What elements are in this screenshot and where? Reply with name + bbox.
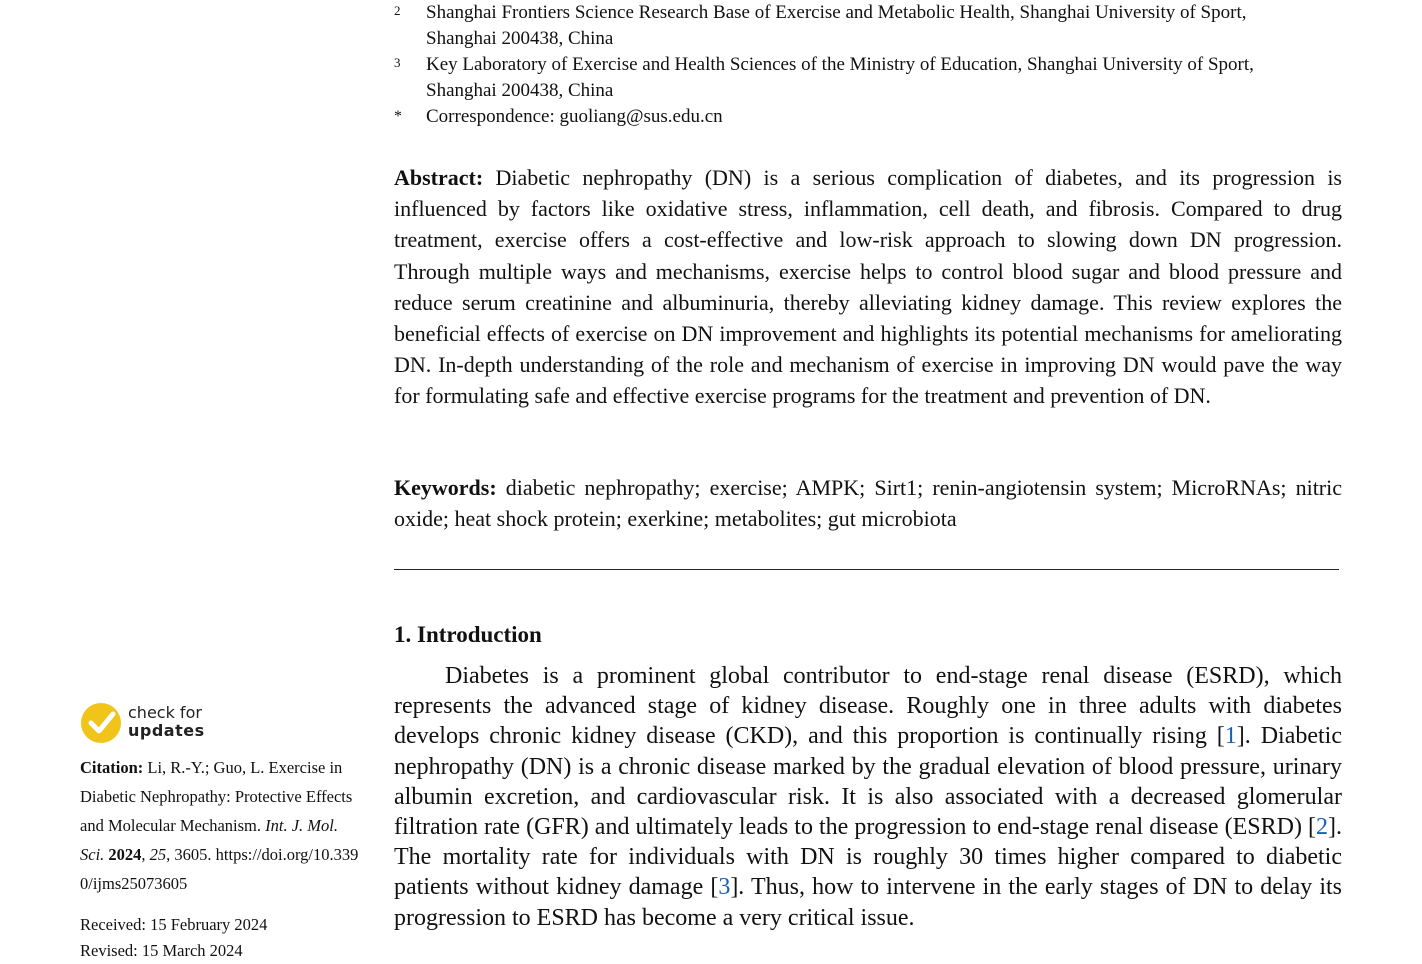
check-for-updates-badge[interactable] [80,702,220,744]
keywords-text: diabetic nephropathy; exercise; AMPK; Sirt1; renin-angiotensin system; MicroRNAs; nitric oxide; heat shock protein; exerkine; metabolites; gut microbiota [394,475,1343,531]
article-dates [80,912,365,964]
intro-paragraph: Diabetes is a prominent global contributor to end-stage renal disease (ESRD), which represents the advanced stage of kidney disease. Roughly one in three adults with diabetes develops chronic kidney disease (CKD), and this proportion is continually rising [1]. Diabetic nephropathy (DN) is a chronic disease marked by the gradual elevation of blood pressure, urinary albumin excretion, and cardiovascular risk. It is also associated with a decreased glomerular filtration rate (GFR) and ultimately leads to the progression to end-stage renal disease (ESRD) [2]. The mortality rate for individuals with DN is roughly 30 times higher compared to diabetic patients without kidney damage [3]. Thus, how to intervene in the early stages of DN to delay its progression to ESRD has become a very critical issue. [394,663,1343,931]
citation-label: Citation: [80,758,144,777]
revised-date: Revised: 15 March 2024 [80,941,243,960]
affiliation-mark: 3 [394,55,401,70]
correspondence-mark: * [394,108,402,125]
citation-year: 2024 [108,845,142,864]
affiliation-mark: 2 [394,3,401,18]
section-title: 1. Introduction [394,622,542,647]
reference-link-1[interactable]: 1 [1224,723,1237,750]
affiliation-text: Shanghai Frontiers Science Research Base of Exercise and Metabolic Health, Shanghai University of Sport, Shanghai 200438, China [426,2,1247,49]
citation-volume: 25 [149,845,167,864]
section-divider [394,569,1339,570]
abstract [394,162,1342,412]
correspondence-text[interactable]: Correspondence: guoliang@sus.edu.cn [426,106,723,127]
keywords [394,472,1342,534]
reference-link-2[interactable]: 2 [1316,814,1328,841]
citation-doi-link[interactable]: https://doi.org/10.3390/ijms25073605 [80,845,359,893]
abstract-label: Abstract: [394,165,484,190]
citation: Citation: Li, R.-Y.; Guo, L. Exercise in Diabetic Nephropathy: Protective Effects and Molecular Mechanism. Int. J. Mol. Sci. 2024, 25, 3605. https://doi.org/10.3390/ijms25073605 [80,758,359,893]
received-date: Received: 15 February 2024 [80,915,268,934]
check-for-updates-text: check for updates [128,703,205,740]
affiliation-text: Key Laboratory of Exercise and Health Sciences of the Ministry of Education, Shanghai University of Sport, Shanghai 200438, China [426,54,1254,101]
check-circle-icon [80,702,122,744]
reference-link-3[interactable]: 3 [718,874,731,901]
keywords-label: Keywords: [394,475,497,500]
abstract-text: Diabetic nephropathy (DN) is a serious complication of diabetes, and its progression is influenced by factors like oxidative stress, inflammation, cell death, and fibrosis. Compared to drug treatment, exercise offers a cost-effective and low-risk approach to slowing down DN progression. Through multiple ways and mechanisms, exercise helps to control blood sugar and blood pressure and reduce serum creatinine and albuminuria, thereby alleviating kidney damage. This review explores the beneficial effects of exercise on DN improvement and highlights its potential mechanisms for ameliorating DN. In-depth understanding of the role and mechanism of exercise in improving DN would pave the way for formulating safe and effective exercise programs for the treatment and prevention of DN. [394,165,1342,409]
citation-journal: Int. J. Mol. Sci. [80,816,338,864]
